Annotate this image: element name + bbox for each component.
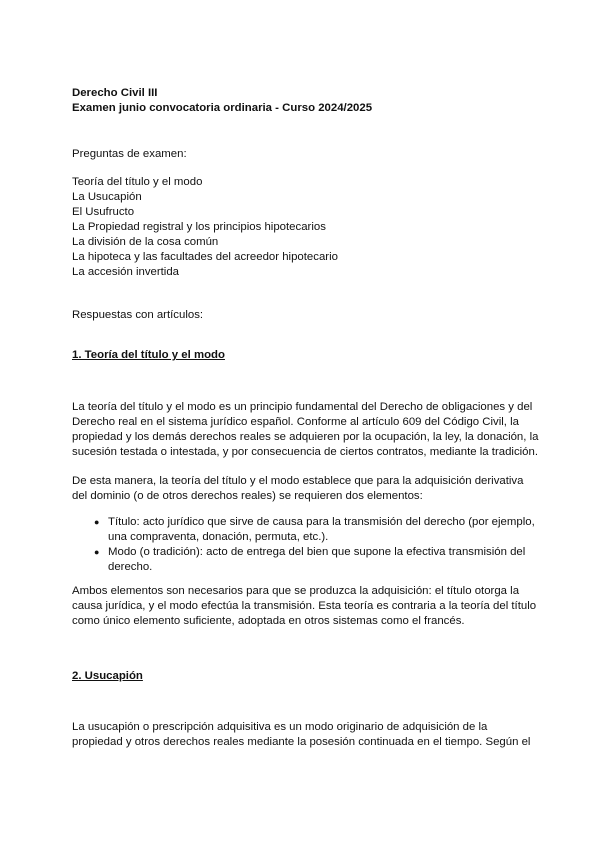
question-item: La accesión invertida bbox=[72, 266, 180, 278]
section-1-paragraph-1-line: La teoría del título y el modo es un principio fundamental del Derecho de obligaciones y del bbox=[72, 401, 533, 413]
section-1-paragraph-3-line: como único elemento suficiente, adoptada en otros sistemas como el francés. bbox=[72, 615, 465, 627]
section-1-paragraph-3-line: causa jurídica, y el modo efectúa la transmisión. Esta teoría es contraria a la teoría del título bbox=[72, 600, 537, 612]
question-item: Teoría del título y el modo bbox=[72, 176, 203, 188]
section-1-title: 1. Teoría del título y el modo bbox=[72, 349, 225, 361]
answers-heading: Respuestas con artículos: bbox=[72, 309, 204, 321]
question-item: La hipoteca y las facultades del acreedor hipotecario bbox=[72, 251, 338, 263]
section-2-paragraph-1-line: La usucapión o prescripción adquisitiva es un modo originario de adquisición de la bbox=[72, 721, 488, 733]
question-item: La Propiedad registral y los principios hipotecarios bbox=[72, 221, 326, 233]
exam-title: Examen junio convocatoria ordinaria - Curso 2024/2025 bbox=[72, 102, 373, 114]
bullet-item-line: Título: acto jurídico que sirve de causa para la transmisión del derecho (por ejemplo, bbox=[108, 516, 535, 528]
section-1-paragraph-1-line: sucesión testada o intestada, y por consecuencia de ciertos contratos, mediante la tradición. bbox=[72, 446, 539, 458]
bullet-item-line: Modo (o tradición): acto de entrega del bien que supone la efectiva transmisión del bbox=[108, 546, 526, 558]
section-1-paragraph-2-line: del dominio (o de otros derechos reales) se requieren dos elementos: bbox=[72, 490, 423, 502]
bullet-item-line: derecho. bbox=[108, 561, 153, 573]
question-item: La división de la cosa común bbox=[72, 236, 219, 248]
section-2-title: 2. Usucapión bbox=[72, 670, 143, 682]
bullet-item-line: una compraventa, donación, permuta, etc.). bbox=[108, 531, 329, 543]
section-2-paragraph-1-line: propiedad y otros derechos reales mediante la posesión continuada en el tiempo. Según el bbox=[72, 736, 531, 748]
questions-heading: Preguntas de examen: bbox=[72, 148, 187, 160]
question-item: La Usucapión bbox=[72, 191, 142, 203]
bullet-dot: ● bbox=[94, 517, 100, 527]
bullet-dot: ● bbox=[94, 547, 100, 557]
course-title: Derecho Civil III bbox=[72, 87, 158, 99]
section-1-paragraph-1-line: Derecho real en el sistema jurídico español. Conforme al artículo 609 del Código Civil, la bbox=[72, 416, 519, 428]
question-item: El Usufructo bbox=[72, 206, 135, 218]
section-1-paragraph-1-line: propiedad y los demás derechos reales se adquieren por la ocupación, la ley, la donación, la bbox=[72, 431, 539, 443]
section-1-paragraph-2-line: De esta manera, la teoría del título y el modo establece que para la adquisición derivativa bbox=[72, 475, 524, 487]
section-1-paragraph-3-line: Ambos elementos son necesarios para que se produzca la adquisición: el título otorga la bbox=[72, 585, 520, 597]
